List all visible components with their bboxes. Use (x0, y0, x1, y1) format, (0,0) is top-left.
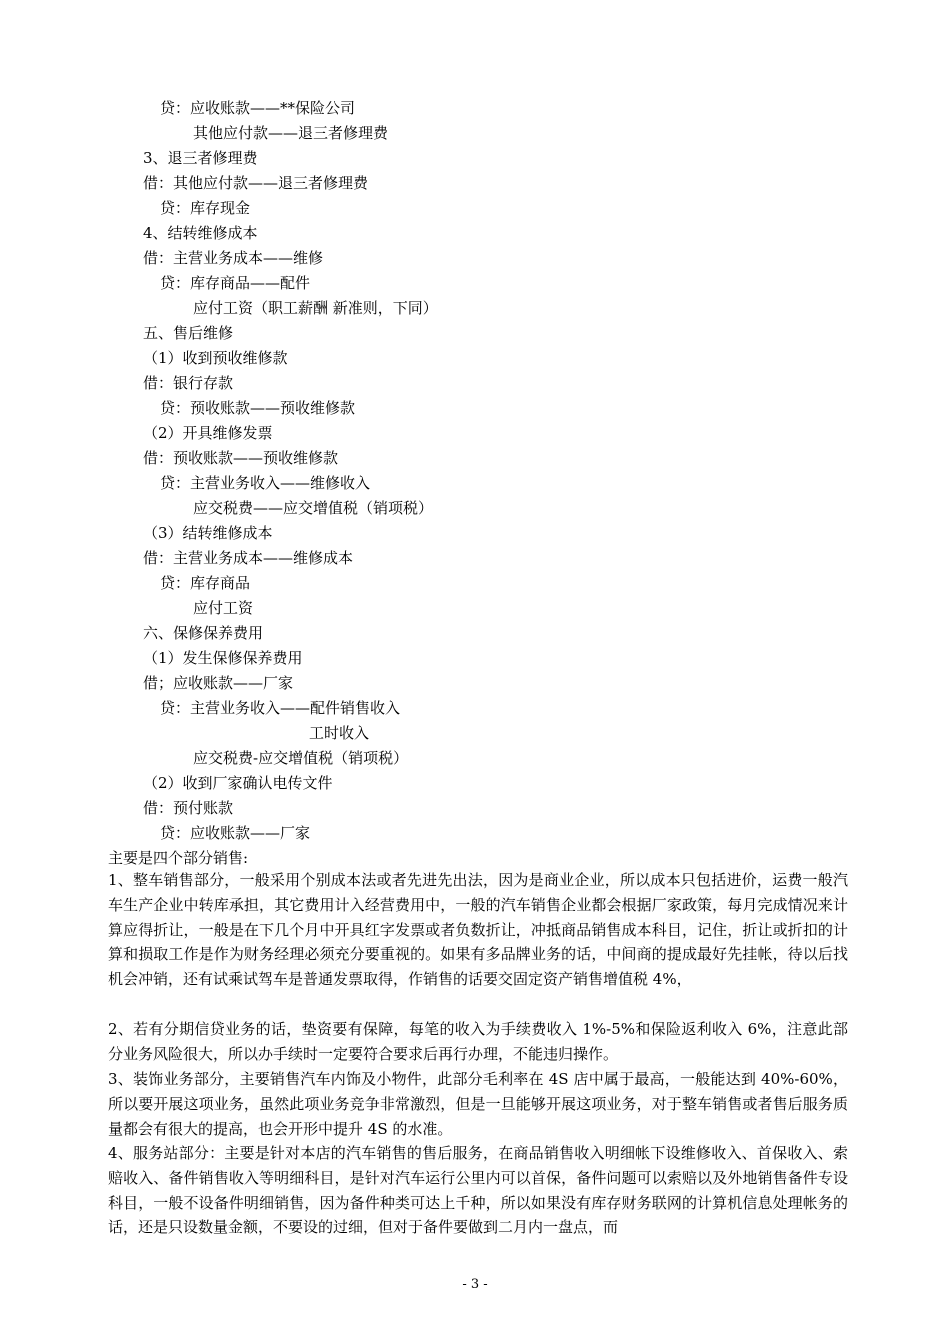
entry-credit-continued: 应交税费——应交增值税（销项税） (193, 499, 434, 517)
sub-item-heading: （3）结转维修成本 (143, 524, 273, 542)
entry-debit: 借：主营业务成本——维修成本 (143, 549, 354, 567)
page-number: - 3 - (462, 1277, 488, 1292)
paragraph-installment-credit: 2、若有分期信贷业务的话，垫资要有保障，每笔的收入为手续费收入 1%-5%和保险返利收入 6%，注意此部分业务风险很大，所以办手续时一定要符合要求后再行办理，不能违归操作。 (108, 1020, 848, 1063)
entry-credit-continued: 应付工资（职工薪酬 新准则，下同） (193, 299, 438, 317)
paragraph-service-station: 4、服务站部分：主要是针对本店的汽车销售的售后服务，在商品销售收入明细帐下设维修收入、首保收入、索赔收入、备件销售收入等明细科目，是针对汽车运行公里内可以首保，备件问题可以索赔以及外地销售备件专设科目，一般不设备件明细销售，因为备件种类可达上千种，所以如果没有库存财务联网的计算机信息处理帐务的话，还是只设数量金额，不要设的过细，但对于备件要做到二月内一盘点，而 (108, 1144, 848, 1237)
entry-credit: 贷：库存现金 (160, 199, 251, 217)
entry-debit: 借：预收账款——预收维修款 (143, 449, 339, 467)
entry-debit: 借：银行存款 (143, 374, 234, 392)
sub-item-heading: （1）发生保修保养费用 (143, 649, 303, 667)
summary-heading: 主要是四个部分销售: (108, 849, 249, 867)
sub-item-heading: （2）收到厂家确认电传文件 (143, 774, 333, 792)
entry-debit: 借：预付账款 (143, 799, 234, 817)
paragraph-decoration: 3、装饰业务部分，主要销售汽车内饰及小物件，此部分毛利率在 4S 店中属于最高，一般能达到 40%-60%，所以要开展这项业务，虽然此项业务竞争非常激烈，但是一旦能够开展这项业务，对于整车销售或者售后服务质量都会有很大的提高，也会开形中提升 4S 的水准。 (108, 1070, 848, 1138)
entry-credit-insurance: 贷：应收账款——**保险公司 (160, 99, 356, 117)
entry-credit: 贷：库存商品 (160, 574, 251, 592)
entry-credit-continued: 应付工资 (193, 599, 254, 617)
section-heading: 六、保修保养费用 (143, 624, 264, 642)
entry-credit: 贷：预收账款——预收维修款 (160, 399, 356, 417)
item-heading: 3、退三者修理费 (143, 149, 258, 167)
item-heading: 4、结转维修成本 (143, 224, 258, 242)
section-heading: 五、售后维修 (143, 324, 234, 342)
sub-item-heading: （2）开具维修发票 (143, 424, 273, 442)
entry-credit: 贷：库存商品——配件 (160, 274, 311, 292)
entry-credit-continued: 应交税费-应交增值税（销项税） (193, 749, 409, 767)
sub-item-heading: （1）收到预收维修款 (143, 349, 288, 367)
entry-debit: 借；应收账款——厂家 (143, 674, 294, 692)
entry-debit: 借：主营业务成本——维修 (143, 249, 324, 267)
paragraph-vehicle-sales: 1、整车销售部分，一般采用个别成本法或者先进先出法，因为是商业企业，所以成本只包括进价，运费一般汽车生产企业中转库承担，其它费用计入经营费用中，一般的汽车销售企业都会根据厂家政策，每月完成情况来计算应得折让，一般是在下几个月中开具红字发票或者负数折让，冲抵商品销售成本科目，记住，折让或折扣的计算和损取工作是作为财务经理必须充分要重视的。如果有多品牌业务的话，中间商的提成最好先挂帐，待以后找机会冲销，还有试乘试驾车是普通发票取得，作销售的话要交固定资产销售增值税 4%， (108, 871, 848, 989)
entry-credit-continued: 工时收入 (309, 724, 370, 742)
entry-debit: 借：其他应付款——退三者修理费 (143, 174, 369, 192)
entry-credit: 贷：应收账款——厂家 (160, 824, 311, 842)
entry-credit: 贷：主营业务收入——配件销售收入 (160, 699, 401, 717)
entry-credit: 贷：主营业务收入——维修收入 (160, 474, 371, 492)
entry-other-payable: 其他应付款——退三者修理费 (193, 124, 389, 142)
